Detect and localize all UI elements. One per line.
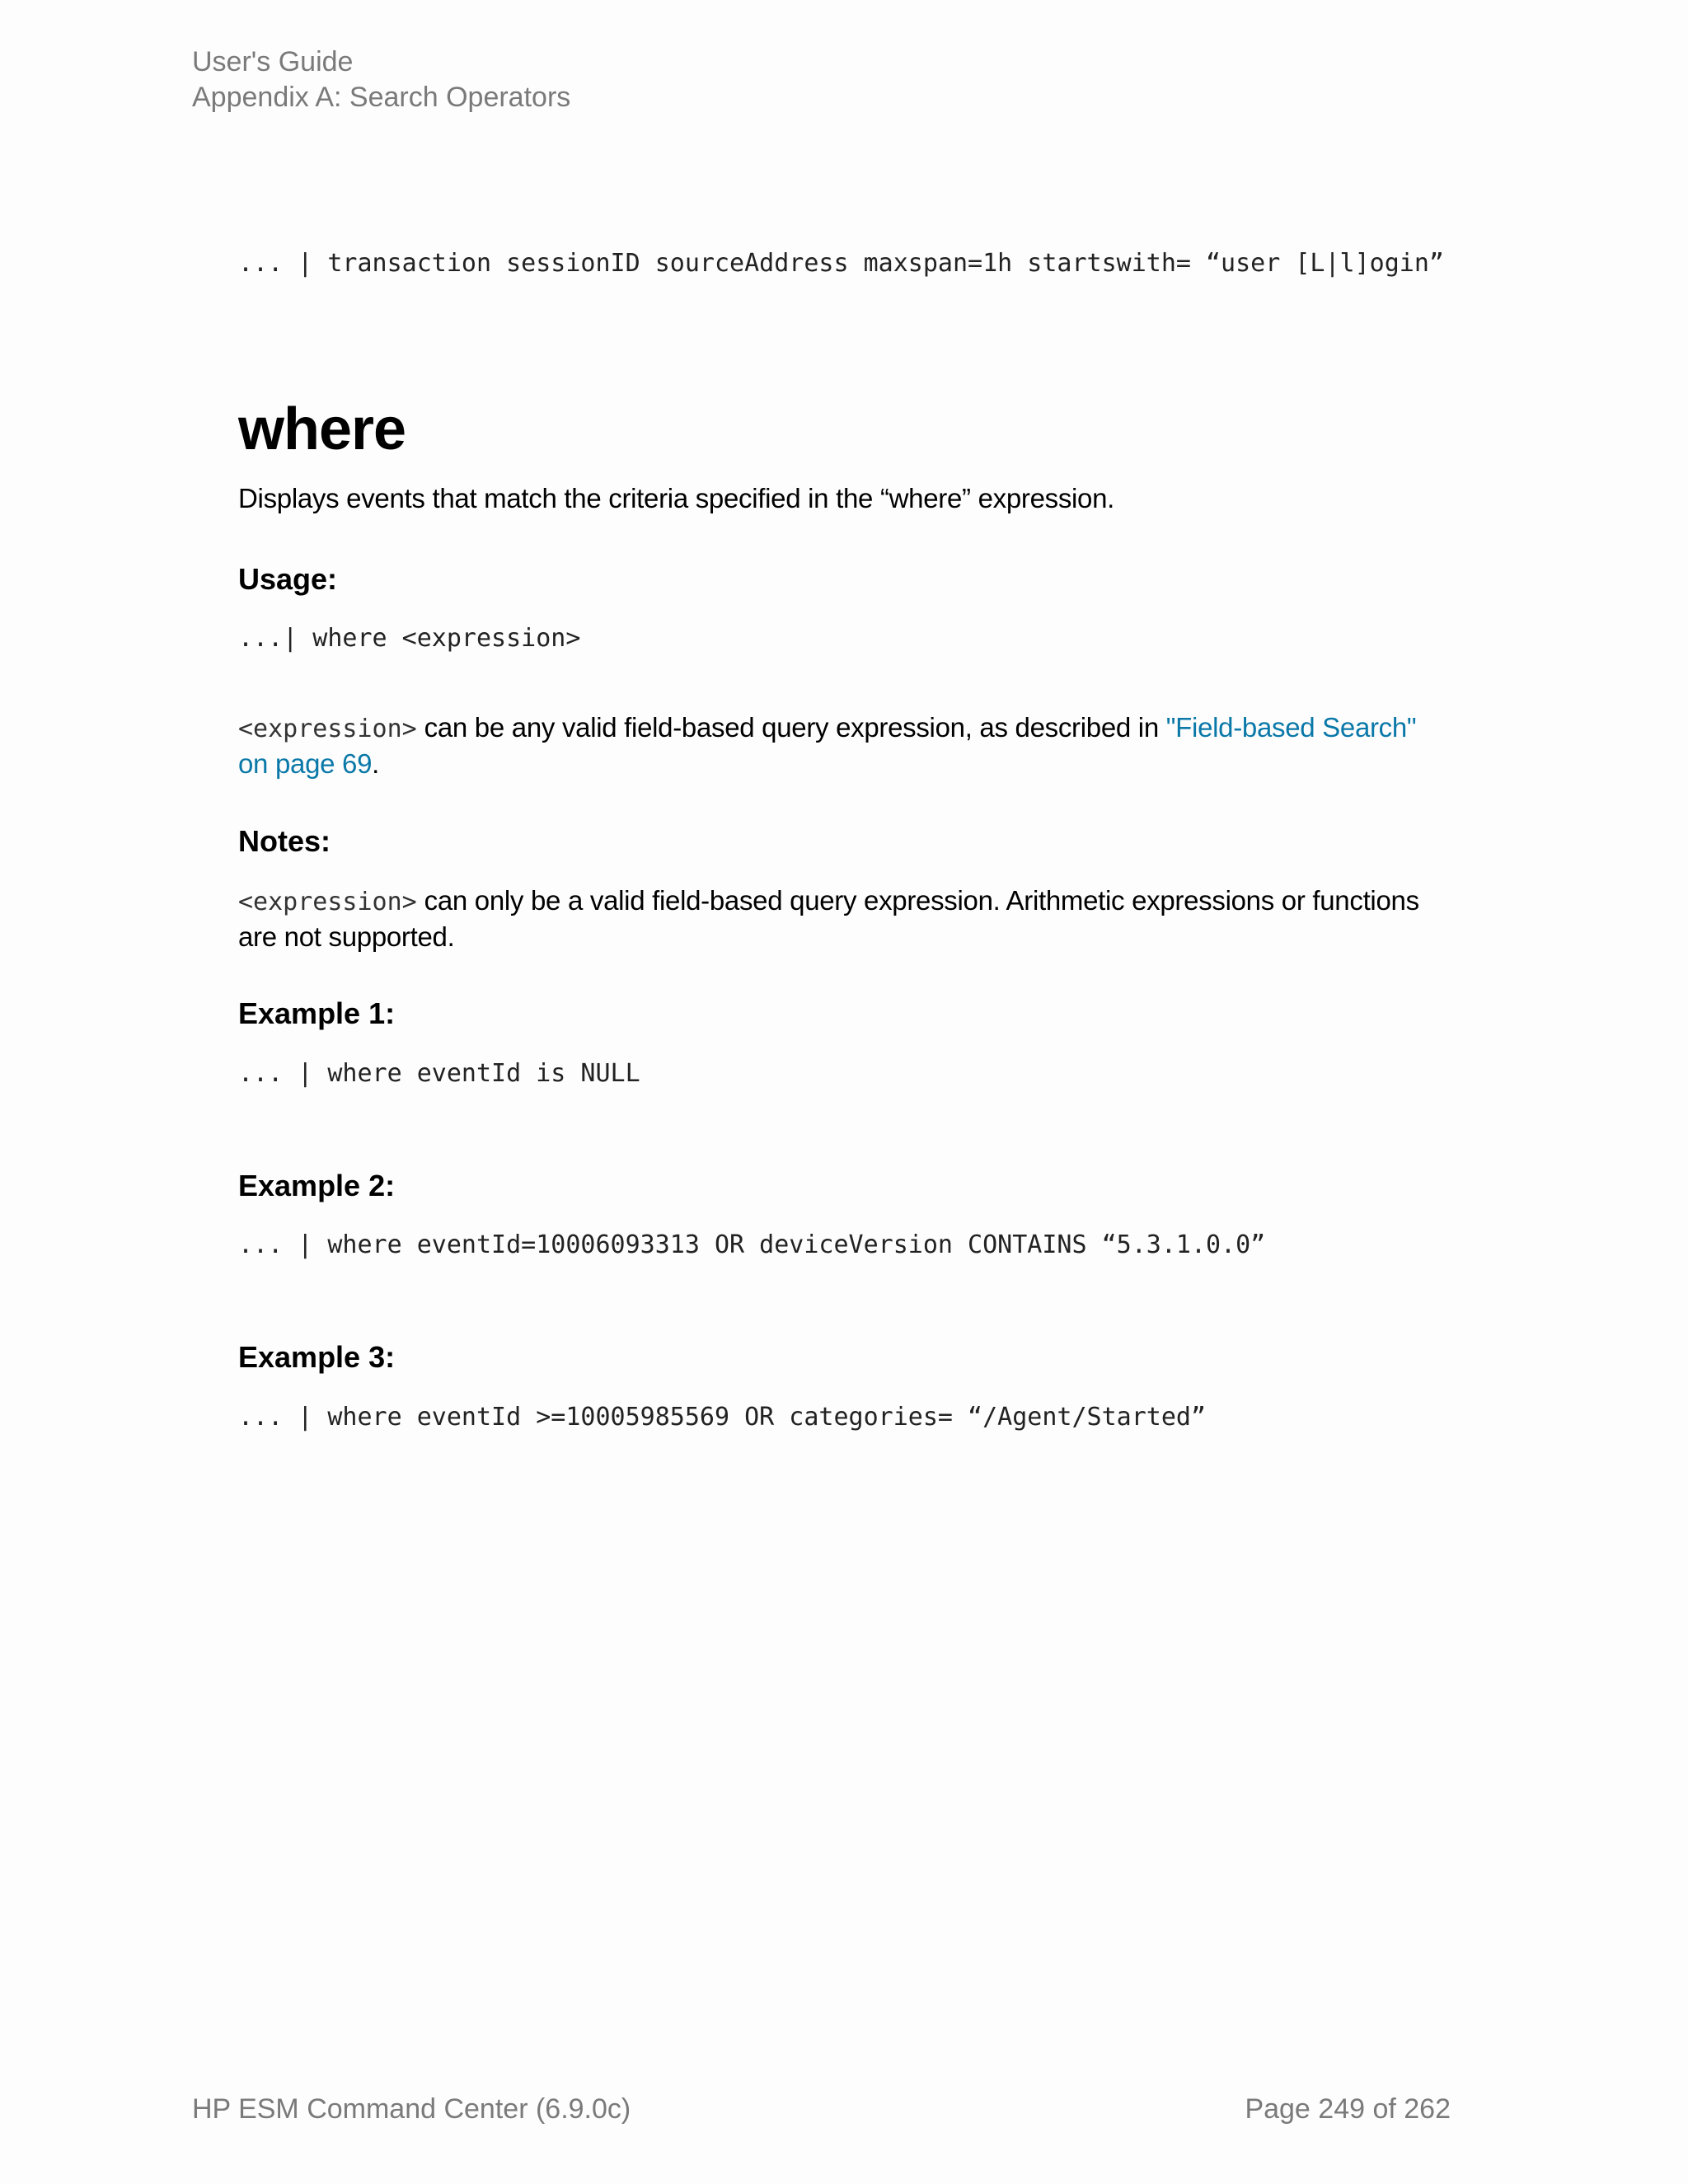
running-header xyxy=(192,45,570,115)
example-2-code: ... | where eventId=10006093313 OR deviceVersion CONTAINS “5.3.1.0.0” xyxy=(238,1230,1266,1259)
chapter-title: Appendix A: Search Operators xyxy=(192,82,571,113)
section-title: where xyxy=(238,396,406,462)
guide-title: User's Guide xyxy=(192,46,354,77)
example-3-heading: Example 3: xyxy=(238,1340,396,1374)
expression-paragraph xyxy=(238,710,1450,781)
example-2-heading: Example 2: xyxy=(238,1169,396,1202)
field-based-search-link[interactable]: "Field-based Search" on page 69 xyxy=(238,712,1417,779)
expression-end: . xyxy=(372,748,380,779)
example-1-heading: Example 1: xyxy=(238,996,396,1030)
expression-text: can be any valid field-based query expression, as described in xyxy=(416,712,1166,743)
previous-example-code: ... | transaction sessionID sourceAddress maxspan=1h startswith= “user [L|l]ogin” xyxy=(238,249,1444,278)
notes-paragraph xyxy=(238,883,1450,954)
example-3-code: ... | where eventId >=10005985569 OR categories= “/Agent/Started” xyxy=(238,1403,1206,1432)
usage-code: ...| where <expression> xyxy=(238,624,581,653)
usage-heading: Usage: xyxy=(238,562,338,596)
notes-text: can only be a valid field-based query expression. Arithmetic expressions or functions are not supported. xyxy=(238,885,1419,952)
expression-token: <expression> xyxy=(238,715,417,743)
footer-page-number: Page 249 of 262 xyxy=(1245,2093,1451,2125)
footer-product: HP ESM Command Center (6.9.0c) xyxy=(192,2093,631,2125)
section-description: Displays events that match the criteria specified in the “where” expression. xyxy=(238,483,1115,513)
example-1-code: ... | where eventId is NULL xyxy=(238,1059,640,1088)
notes-heading: Notes: xyxy=(238,824,331,858)
notes-token: <expression> xyxy=(238,888,417,916)
